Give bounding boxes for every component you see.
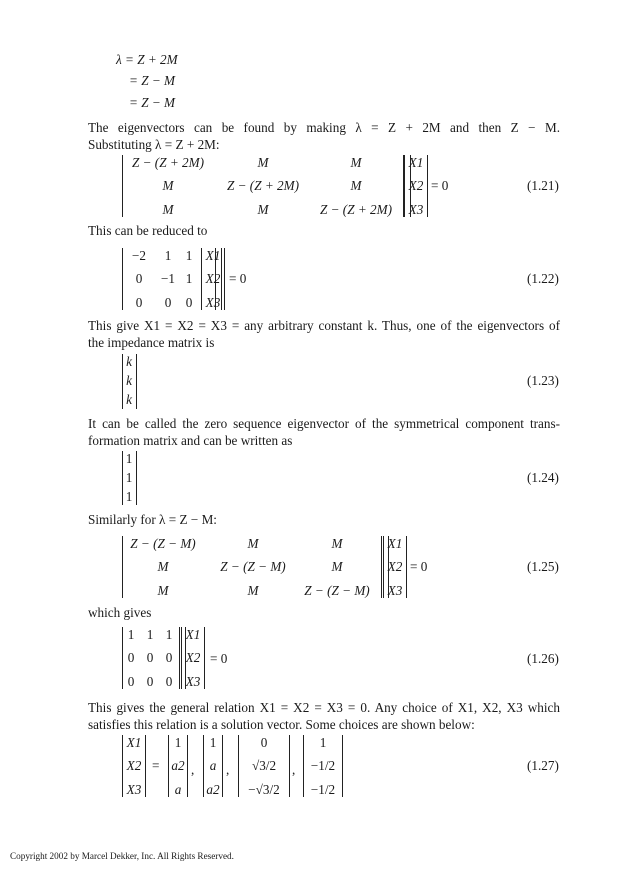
vector-cell: X3 [205,295,221,310]
eq-1-22-vector [201,248,225,310]
eq-1-27-equals: = [152,758,160,773]
vector-cell: X3 [408,202,424,217]
paragraph-line: This give X1 = X2 = X3 = any arbitrary constant k. Thus, one of the eigenvectors of [88,318,560,333]
eq-1-26-matrix [122,627,186,689]
matrix-cell: M [247,536,259,551]
lambda-line-2: = Z − M [129,73,176,88]
matrix-divider [381,536,382,598]
paragraph-reduced: This can be reduced to [88,223,208,238]
vector-cell: X3 [185,674,201,689]
matrix-cell: M [331,536,343,551]
paragraph-line: This gives the general relation X1 = X2 = X3 = 0. Any choice of X1, X2, X3 which [88,700,560,715]
paragraph-general-relation [88,699,560,733]
vector-cell: 0 [260,735,268,750]
matrix-cell: 0 [135,295,143,310]
matrix-cell: 0 [165,674,173,689]
paragraph-eigenvectors [88,119,560,153]
paragraph-line: satisfies this relation is a solution vector. Some choices are shown below: [88,717,475,732]
matrix-cell: M [257,202,269,217]
vector-cell: X2 [387,559,403,574]
vector-cell: 1 [319,735,327,750]
matrix-cell: 1 [164,248,172,263]
eq-1-27-lhs-vector [122,735,146,797]
paragraph-similarly: Similarly for λ = Z − M: [88,512,217,527]
matrix-cell: M [157,559,169,574]
matrix-cell: 1 [185,271,193,286]
eq-1-27-vector-1 [168,735,188,797]
matrix-divider [179,627,180,689]
eq-1-26-rhs: = 0 [210,651,228,666]
vector-cell: X1 [205,248,221,263]
vector-cell: 1 [125,470,133,485]
vector-cell: X3 [126,782,142,797]
vector-cell: X1 [408,155,424,170]
paragraph-line: Substituting λ = Z + 2M: [88,137,220,152]
equation-number: (1.26) [527,651,559,666]
matrix-cell: M [247,583,259,598]
matrix-cell: Z − (Z + 2M) [226,178,300,193]
eq-1-25-vector [383,536,407,598]
paragraph-line: It can be called the zero sequence eigenvector of the symmetrical component trans- [88,416,560,431]
vector-cell: X1 [387,536,403,551]
eq-1-22-rhs: = 0 [229,271,247,286]
matrix-cell: Z − (Z − M) [304,583,370,598]
matrix-cell: Z − (Z − M) [130,536,196,551]
vector-cell: k [126,392,132,407]
matrix-cell: M [257,155,269,170]
separator-comma: , [292,762,296,777]
eq-1-21-vector [404,155,428,217]
separator-comma: , [226,762,230,777]
matrix-cell: 0 [164,295,172,310]
lambda-line-3: = Z − M [129,95,176,110]
vector-cell: X3 [387,583,403,598]
equation-number: (1.21) [527,178,559,193]
eq-1-25-rhs: = 0 [410,559,428,574]
matrix-cell: 1 [146,627,154,642]
matrix-cell: Z − (Z + 2M) [131,155,205,170]
paragraph-line: formation matrix and can be written as [88,433,293,448]
paragraph-zero-sequence [88,415,560,449]
paragraph-which-gives: which gives [88,605,152,620]
matrix-cell: M [331,559,343,574]
vector-cell: a2 [171,758,185,773]
paragraph-line: The eigenvectors can be found by making λ = Z + 2M and then Z − M. [88,120,560,135]
vector-cell: 1 [125,451,133,466]
vector-cell: 1 [125,489,133,504]
matrix-cell: M [157,583,169,598]
vector-cell: 1 [209,735,217,750]
matrix-cell: −1 [160,271,176,286]
eq-1-21-rhs: = 0 [431,178,449,193]
copyright-footer: Copyright 2002 by Marcel Dekker, Inc. All Rights Reserved. [10,851,234,861]
eq-1-25-matrix [122,536,389,598]
vector-cell: X2 [205,271,221,286]
vector-cell: a [174,782,182,797]
eq-1-21-matrix [122,155,411,217]
matrix-cell: 1 [185,248,193,263]
paragraph-arbitrary-constant [88,317,560,351]
eq-1-23-vector [122,354,137,409]
matrix-cell: 0 [185,295,193,310]
vector-cell: √3/2 [251,758,277,773]
vector-cell: a [209,758,217,773]
vector-cell: k [126,354,132,369]
equation-number: (1.24) [527,470,559,485]
vector-cell: X2 [408,178,424,193]
matrix-cell: 0 [146,674,154,689]
equation-number: (1.27) [527,758,559,773]
equation-number: (1.23) [527,373,559,388]
vector-cell: X1 [185,627,201,642]
matrix-cell: M [350,178,362,193]
matrix-cell: −2 [131,248,147,263]
equation-number: (1.22) [527,271,559,286]
vector-cell: X2 [126,758,142,773]
eq-1-27-vector-4 [303,735,343,797]
vector-cell: −1/2 [310,782,336,797]
matrix-cell: 1 [127,627,135,642]
vector-cell: −√3/2 [248,782,280,797]
vector-cell: 1 [174,735,182,750]
matrix-cell: M [350,155,362,170]
matrix-cell: Z − (Z + 2M) [319,202,393,217]
matrix-cell: Z − (Z − M) [220,559,286,574]
vector-cell: k [126,373,132,388]
vector-cell: −1/2 [310,758,336,773]
separator-comma: , [191,762,195,777]
eq-1-27-vector-2 [203,735,223,797]
matrix-cell: M [162,178,174,193]
matrix-cell: 0 [135,271,143,286]
vector-cell: X1 [126,735,142,750]
eq-1-24-vector [122,451,137,505]
eq-1-26-vector [181,627,205,689]
matrix-cell: 1 [165,627,173,642]
paragraph-line: the impedance matrix is [88,335,215,350]
vector-cell: X2 [185,650,201,665]
matrix-cell: 0 [165,650,173,665]
matrix-cell: M [162,202,174,217]
matrix-cell: 0 [146,650,154,665]
equation-number: (1.25) [527,559,559,574]
matrix-cell: 0 [127,674,135,689]
vector-cell: a2 [206,782,220,797]
eq-1-27-vector-3 [238,735,290,797]
matrix-cell: 0 [127,650,135,665]
lambda-line-1: λ = Z + 2M [116,52,178,67]
